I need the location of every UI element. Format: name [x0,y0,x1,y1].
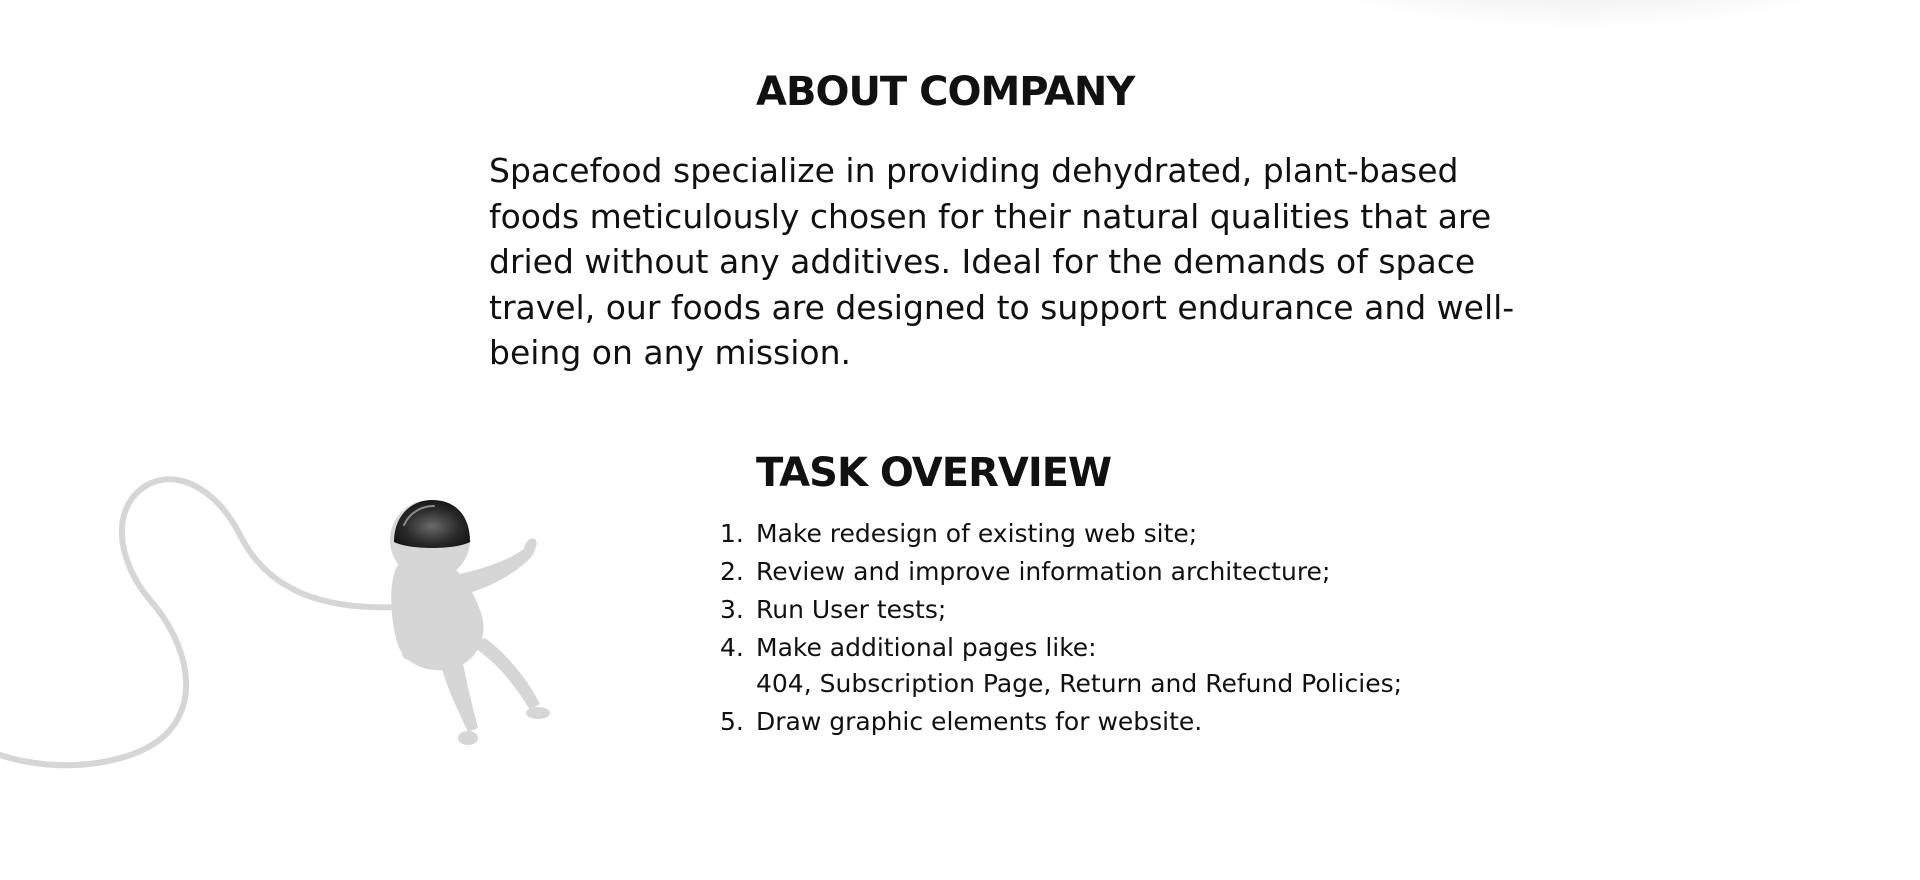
about-text-line: foods meticulously chosen for their natural qualities that are [489,196,1492,236]
task-list-item [720,554,1402,590]
about-company-heading: ABOUT COMPANY [756,69,1135,115]
task-list-item [720,592,1402,628]
task-text: Make additional pages like: [756,633,1097,662]
task-text: Run User tests; [756,595,947,624]
tether-cable-icon [0,479,400,765]
task-number: 1. [720,519,744,548]
task-list-item [720,704,1402,740]
task-text: Draw graphic elements for website. [756,707,1203,736]
task-list [720,516,1402,742]
task-number: 2. [720,557,744,586]
corner-shadow-decoration [1300,0,1860,30]
about-text-line: Spacefood specialize in providing dehydrated, plant-based [489,151,1459,190]
about-text-line: being on any mission. [489,333,851,372]
task-number: 4. [720,633,744,662]
about-text-line: dried without any additives. Ideal for the demands of space [489,242,1476,281]
task-text-continuation: 404, Subscription Page, Return and Refund Policies; [756,669,1403,698]
astronaut-illustration-icon [0,470,560,790]
astronaut-helmet-icon [390,500,470,580]
about-text-line: travel, our foods are designed to support endurance and well- [489,287,1515,327]
task-list-item [720,516,1402,552]
task-text: Review and improve information architecture; [756,557,1331,586]
task-text: Make redesign of existing web site; [756,519,1198,548]
task-overview-heading: TASK OVERVIEW [756,450,1112,496]
about-company-text [489,148,1589,376]
task-number: 5. [720,707,744,736]
task-list-item [720,630,1402,702]
task-number: 3. [720,595,744,624]
